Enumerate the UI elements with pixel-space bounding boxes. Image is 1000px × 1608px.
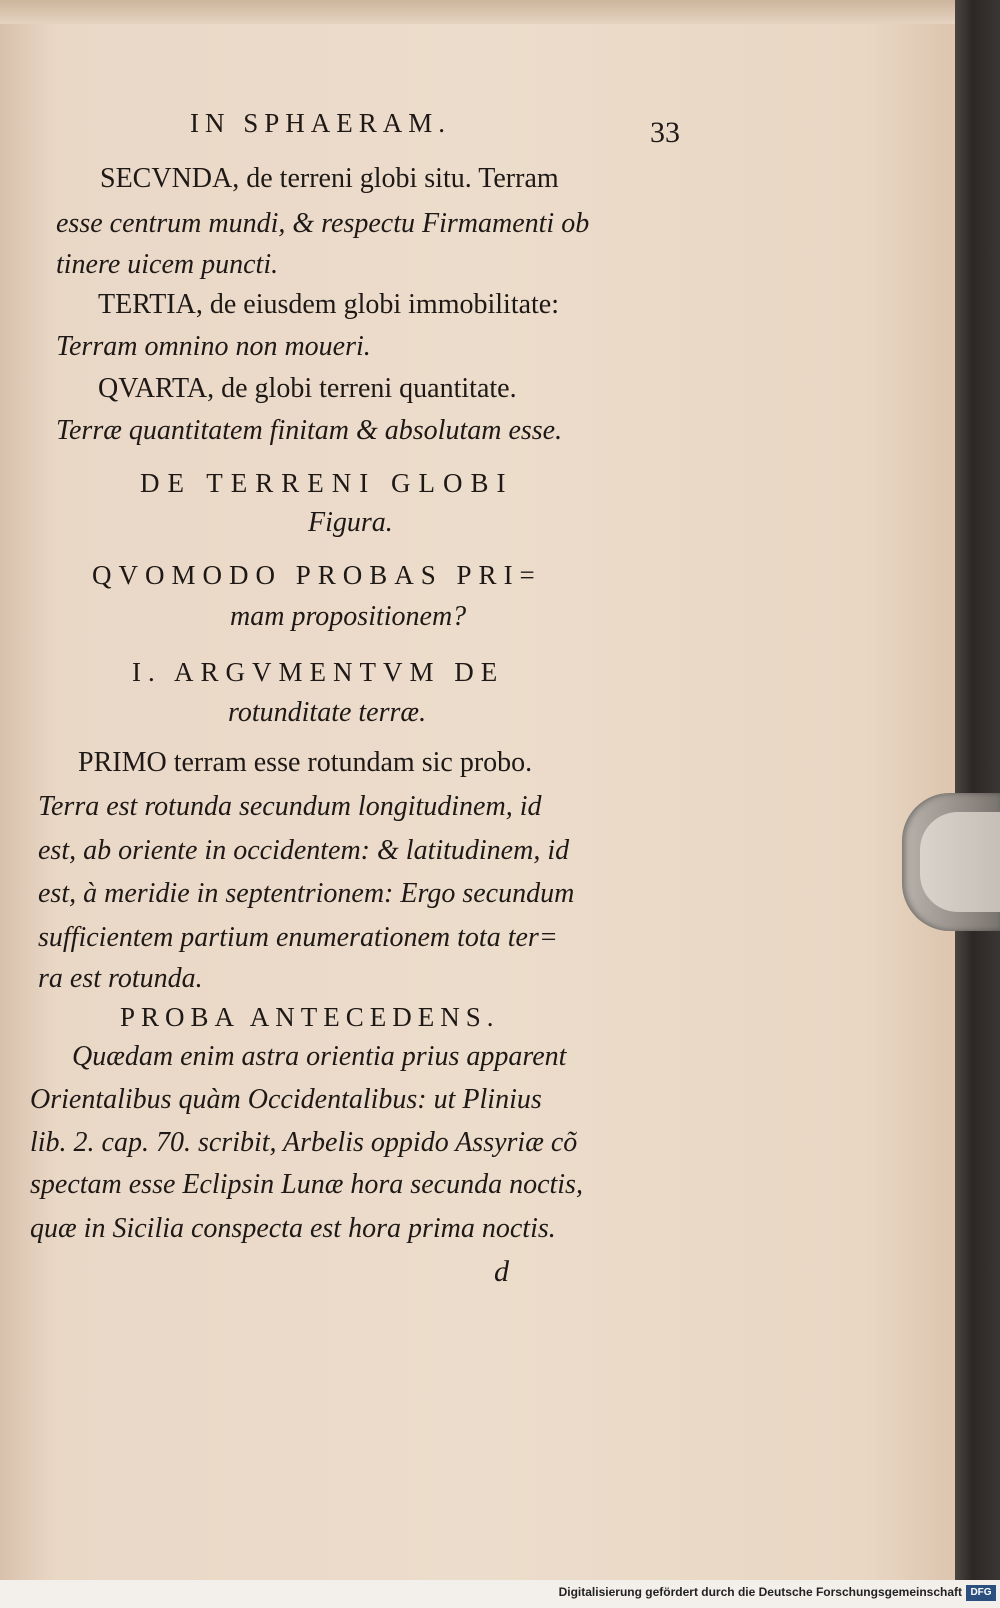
text-line: PRIMO terram esse rotundam sic probo. [78,747,533,778]
section-heading: DE TERRENI GLOBI [140,468,514,498]
question-heading: QVOMODO PROBAS PRI= [92,560,542,590]
page-number: 33 [650,116,680,149]
text-line: Orientalibus quàm Occidentalibus: ut Plinius [30,1084,542,1115]
text-line: est, à meridie in septentrionem: Ergo secundum [38,878,575,909]
text-line: Terra est rotunda secundum longitudinem, id [38,791,542,822]
text-line: est, ab oriente in occidentem: & latitudinem, id [38,835,570,866]
text-line: sufficientem partium enumerationem tota ter= [38,922,558,953]
text-line: spectam esse Eclipsin Lunæ hora secunda noctis, [30,1169,583,1200]
clasp-highlight [920,812,1000,912]
argument-heading-sub: rotunditate terræ. [228,697,427,728]
text-line: Terram omnino non moueri. [56,331,371,362]
text-line: lib. 2. cap. 70. scribit, Arbelis oppido Assyriæ cõ [30,1127,578,1158]
text-line: Quædam enim astra orientia prius apparent [72,1041,567,1072]
signature-mark: d [494,1255,509,1288]
text-line: TERTIA, de eiusdem globi immobilitate: [98,289,560,320]
dfg-logo: DFG [966,1585,996,1601]
text-line: esse centrum mundi, & respectu Firmamenti ob [56,208,590,239]
book-binding [955,0,1000,1580]
text-line: SECVNDA, de terreni globi situ. Terram [100,163,559,194]
proof-heading: PROBA ANTECEDENS. [120,1002,500,1032]
text-line: QVARTA, de globi terreni quantitate. [98,373,517,404]
question-heading-sub: mam propositionem? [230,601,467,632]
page-top-edge [0,0,960,24]
section-heading-sub: Figura. [308,507,393,538]
text-line: ra est rotunda. [38,963,203,994]
text-line: Terræ quantitatem finitam & absolutam esse. [56,415,563,446]
argument-heading: I. ARGVMENTVM DE [132,657,505,687]
funding-credit: Digitalisierung gefördert durch die Deutsche Forschungsgemeinschaft [558,1585,962,1599]
text-line: quæ in Sicilia conspecta est hora prima noctis. [30,1213,556,1244]
text-line: tinere uicem puncti. [56,249,279,280]
running-head: IN SPHAERAM. [190,108,452,138]
